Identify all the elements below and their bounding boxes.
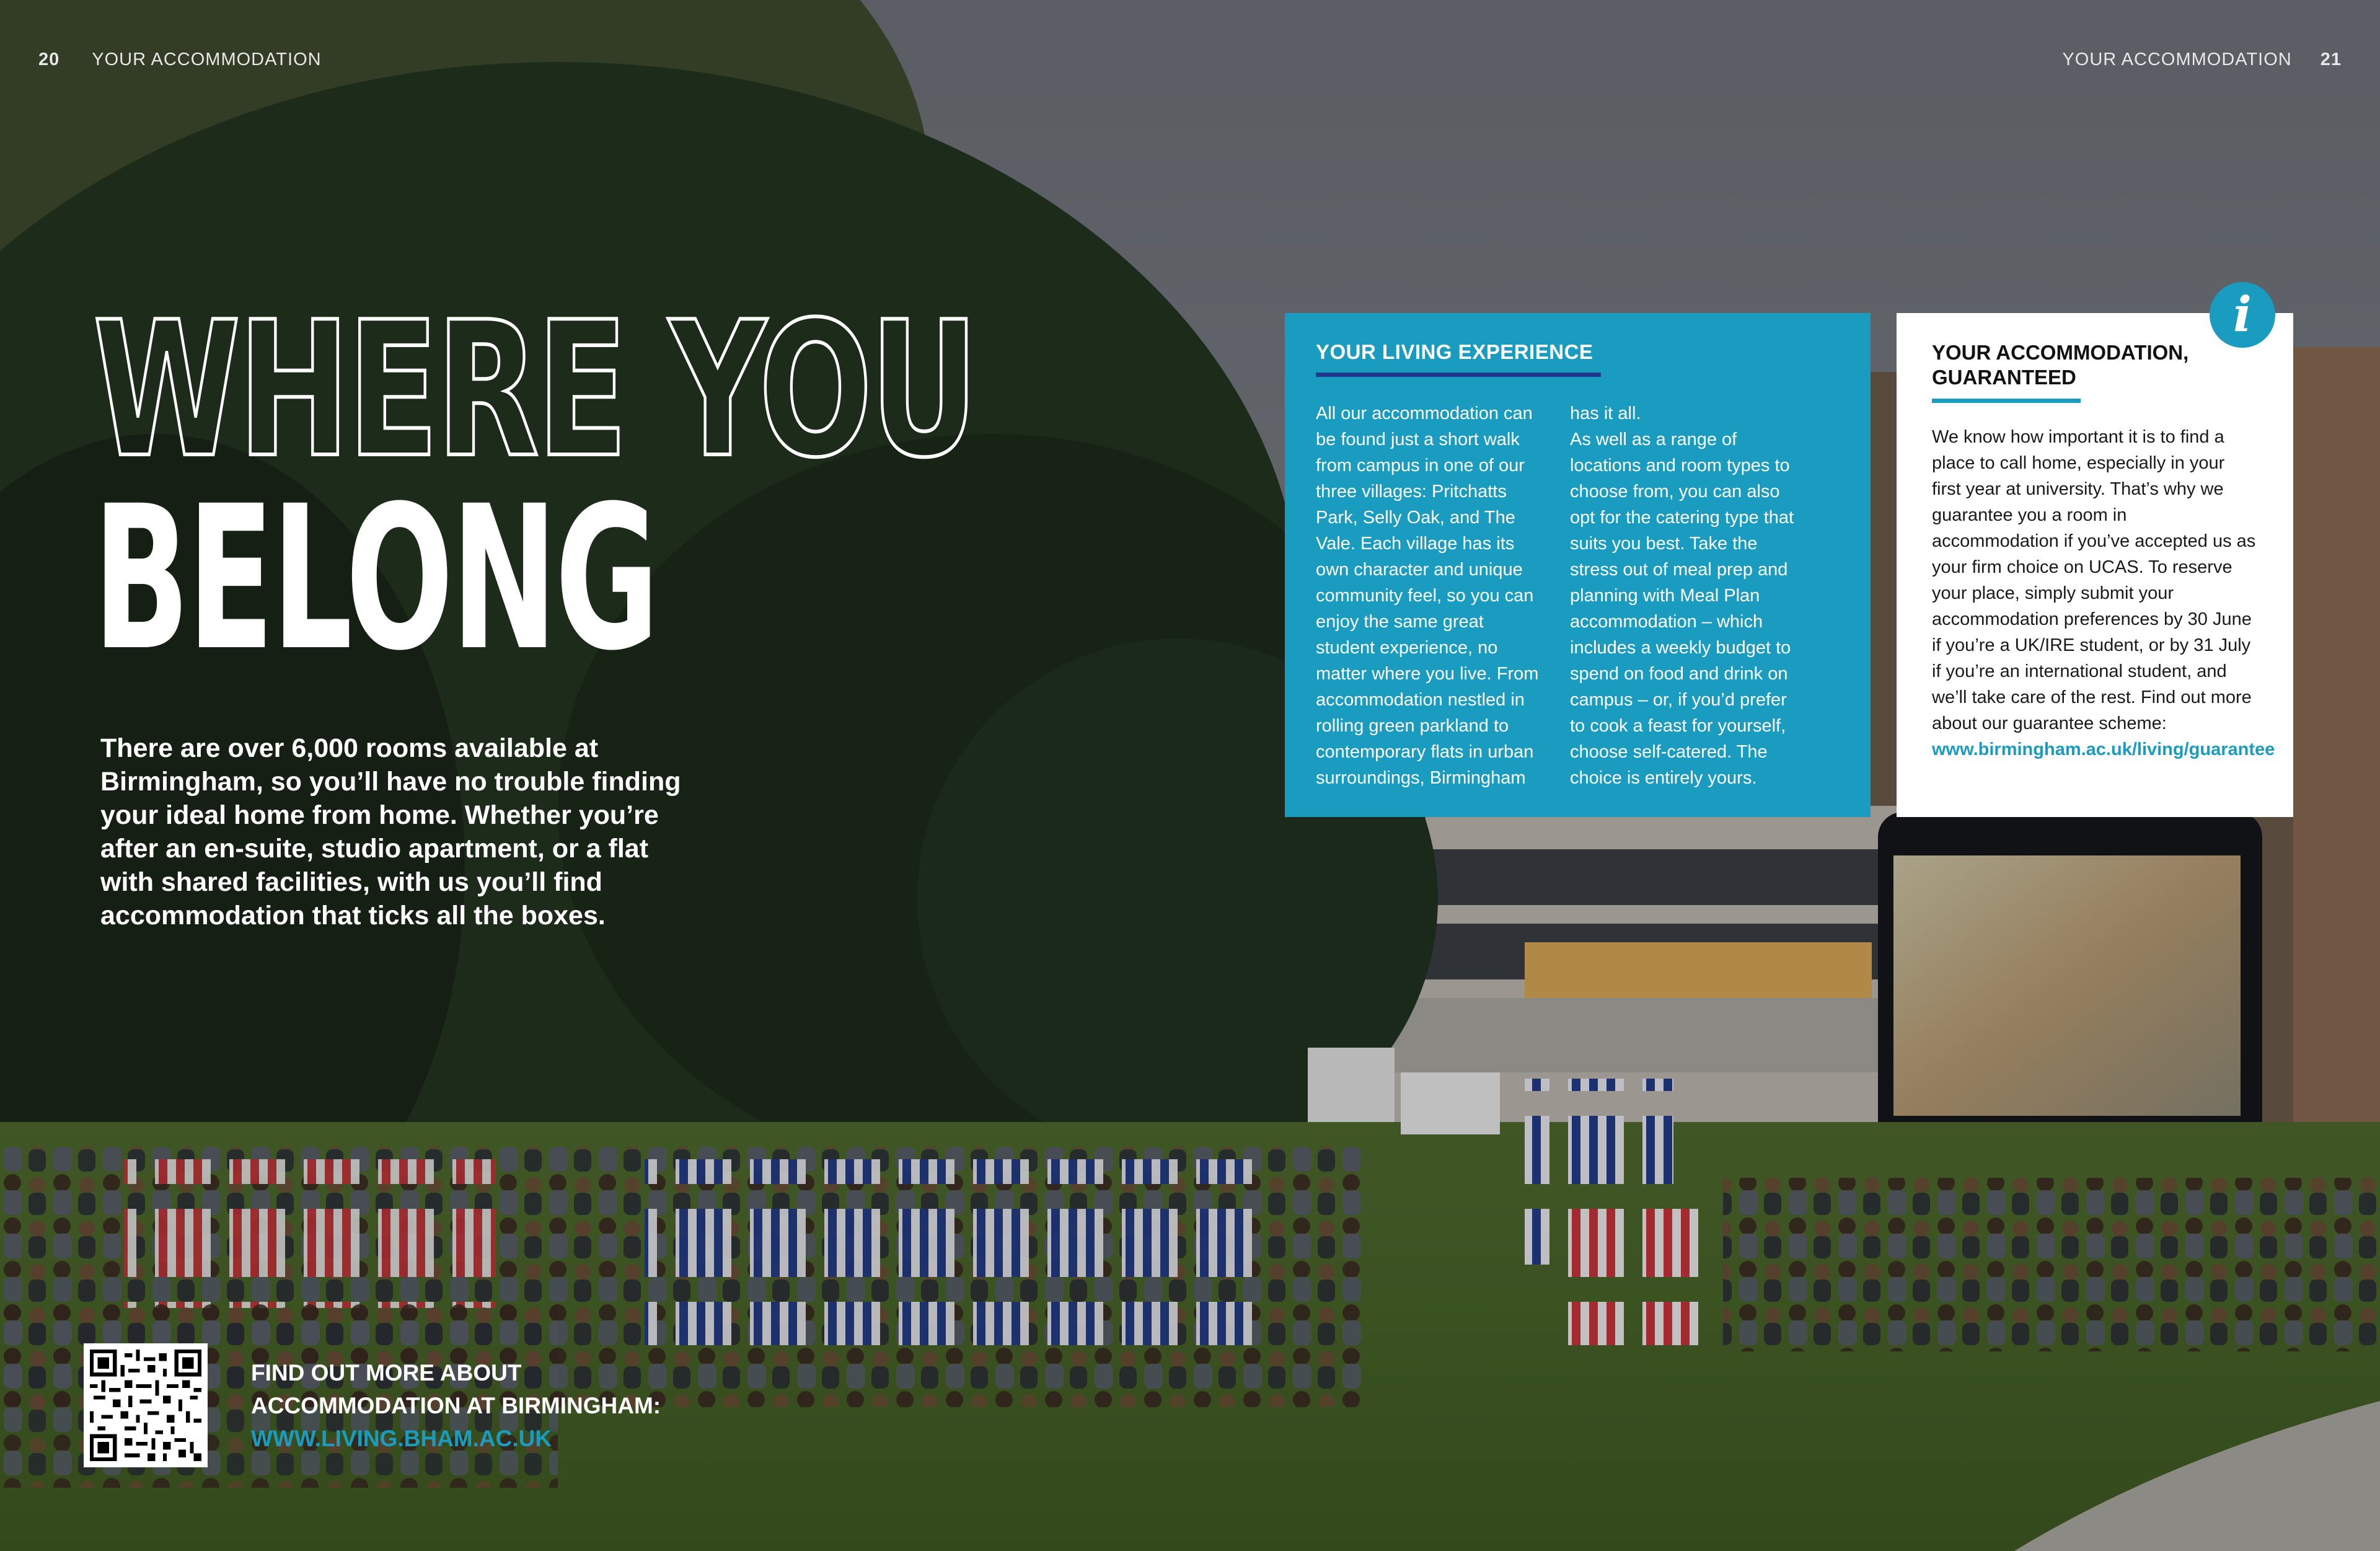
- guarantee-box: [1897, 313, 2293, 817]
- living-experience-columns: [1316, 400, 1840, 791]
- right-page-header: [2062, 50, 2342, 70]
- left-page-header: [38, 50, 322, 70]
- headline-outline: WHERE YOU: [93, 282, 976, 498]
- cta-line-2: ACCOMMODATION AT BIRMINGHAM:: [251, 1393, 661, 1418]
- intro-paragraph: There are over 6,000 rooms available at Birmingham, so you’ll have no trouble finding your ideal home from home. Whether you’re after an en-suite, studio apartment, or a flat with shared facilities, with us you’ll find accommodation that ticks all the boxes.: [100, 733, 681, 930]
- living-experience-col-2: [1570, 400, 1799, 791]
- living-experience-box: [1285, 313, 1871, 817]
- guarantee-underline: [1932, 399, 2081, 403]
- title-underline: [1316, 373, 1601, 377]
- guarantee-link[interactable]: www.birmingham.ac.uk/living/guarantee: [1932, 740, 2275, 759]
- right-section-label: YOUR ACCOMMODATION: [2062, 50, 2292, 69]
- guarantee-text: We know how important it is to find a place to call home, especially in your first year at university. That’s why we guarantee you a room in accommodation if you’ve accepted us as your firm choice on UCAS. To reserve your place, simply submit your accommodation preferences by 30 June if you’re a UK/IRE student, or by 31 July if you’re an international student, and we’ll take care of the rest. Find out more about our guarantee scheme:: [1932, 427, 2256, 733]
- living-experience-col-1: All our accommodation can be found just a short walk from campus in one of our three villages: Pritchatts Park, Selly Oak, and The Vale. Each village has its own character and unique community feel, so you can enjoy the same great student experience, no matter where you live. From accommodation nestled in rolling green parkland to contemporary flats in urban surroundings, Birmingham: [1316, 404, 1539, 788]
- living-experience-title: YOUR LIVING EXPERIENCE: [1316, 340, 1593, 363]
- living-experience-col-2-body: As well as a range of locations and room types to choose from, you can also opt for the catering type that suits you best. Take the stress out of meal prep and planning with Meal Plan accommodation – which includes a weekly budget to spend on food and drink on campus – or, if you’d prefer to cook a feast for yourself, choose self-catered. The choice is entirely yours.: [1570, 430, 1794, 788]
- left-page-number: 20: [38, 50, 60, 69]
- headline-solid: BELONG: [93, 464, 657, 694]
- cta-line-1: FIND OUT MORE ABOUT: [251, 1360, 522, 1385]
- find-out-more-cta: [251, 1356, 661, 1455]
- guarantee-body: [1932, 424, 2275, 762]
- guarantee-title: YOUR ACCOMMODATION, GUARANTEED: [1932, 341, 2189, 389]
- qr-code-icon[interactable]: [84, 1343, 208, 1467]
- left-section-label: YOUR ACCOMMODATION: [92, 50, 322, 69]
- cta-url-link[interactable]: WWW.LIVING.BHAM.AC.UK: [251, 1426, 552, 1451]
- right-page-number: 21: [2320, 50, 2342, 69]
- headline: [93, 282, 1319, 694]
- info-icon: i: [2210, 282, 2275, 348]
- living-experience-col-2-intro: has it all.: [1570, 404, 1641, 423]
